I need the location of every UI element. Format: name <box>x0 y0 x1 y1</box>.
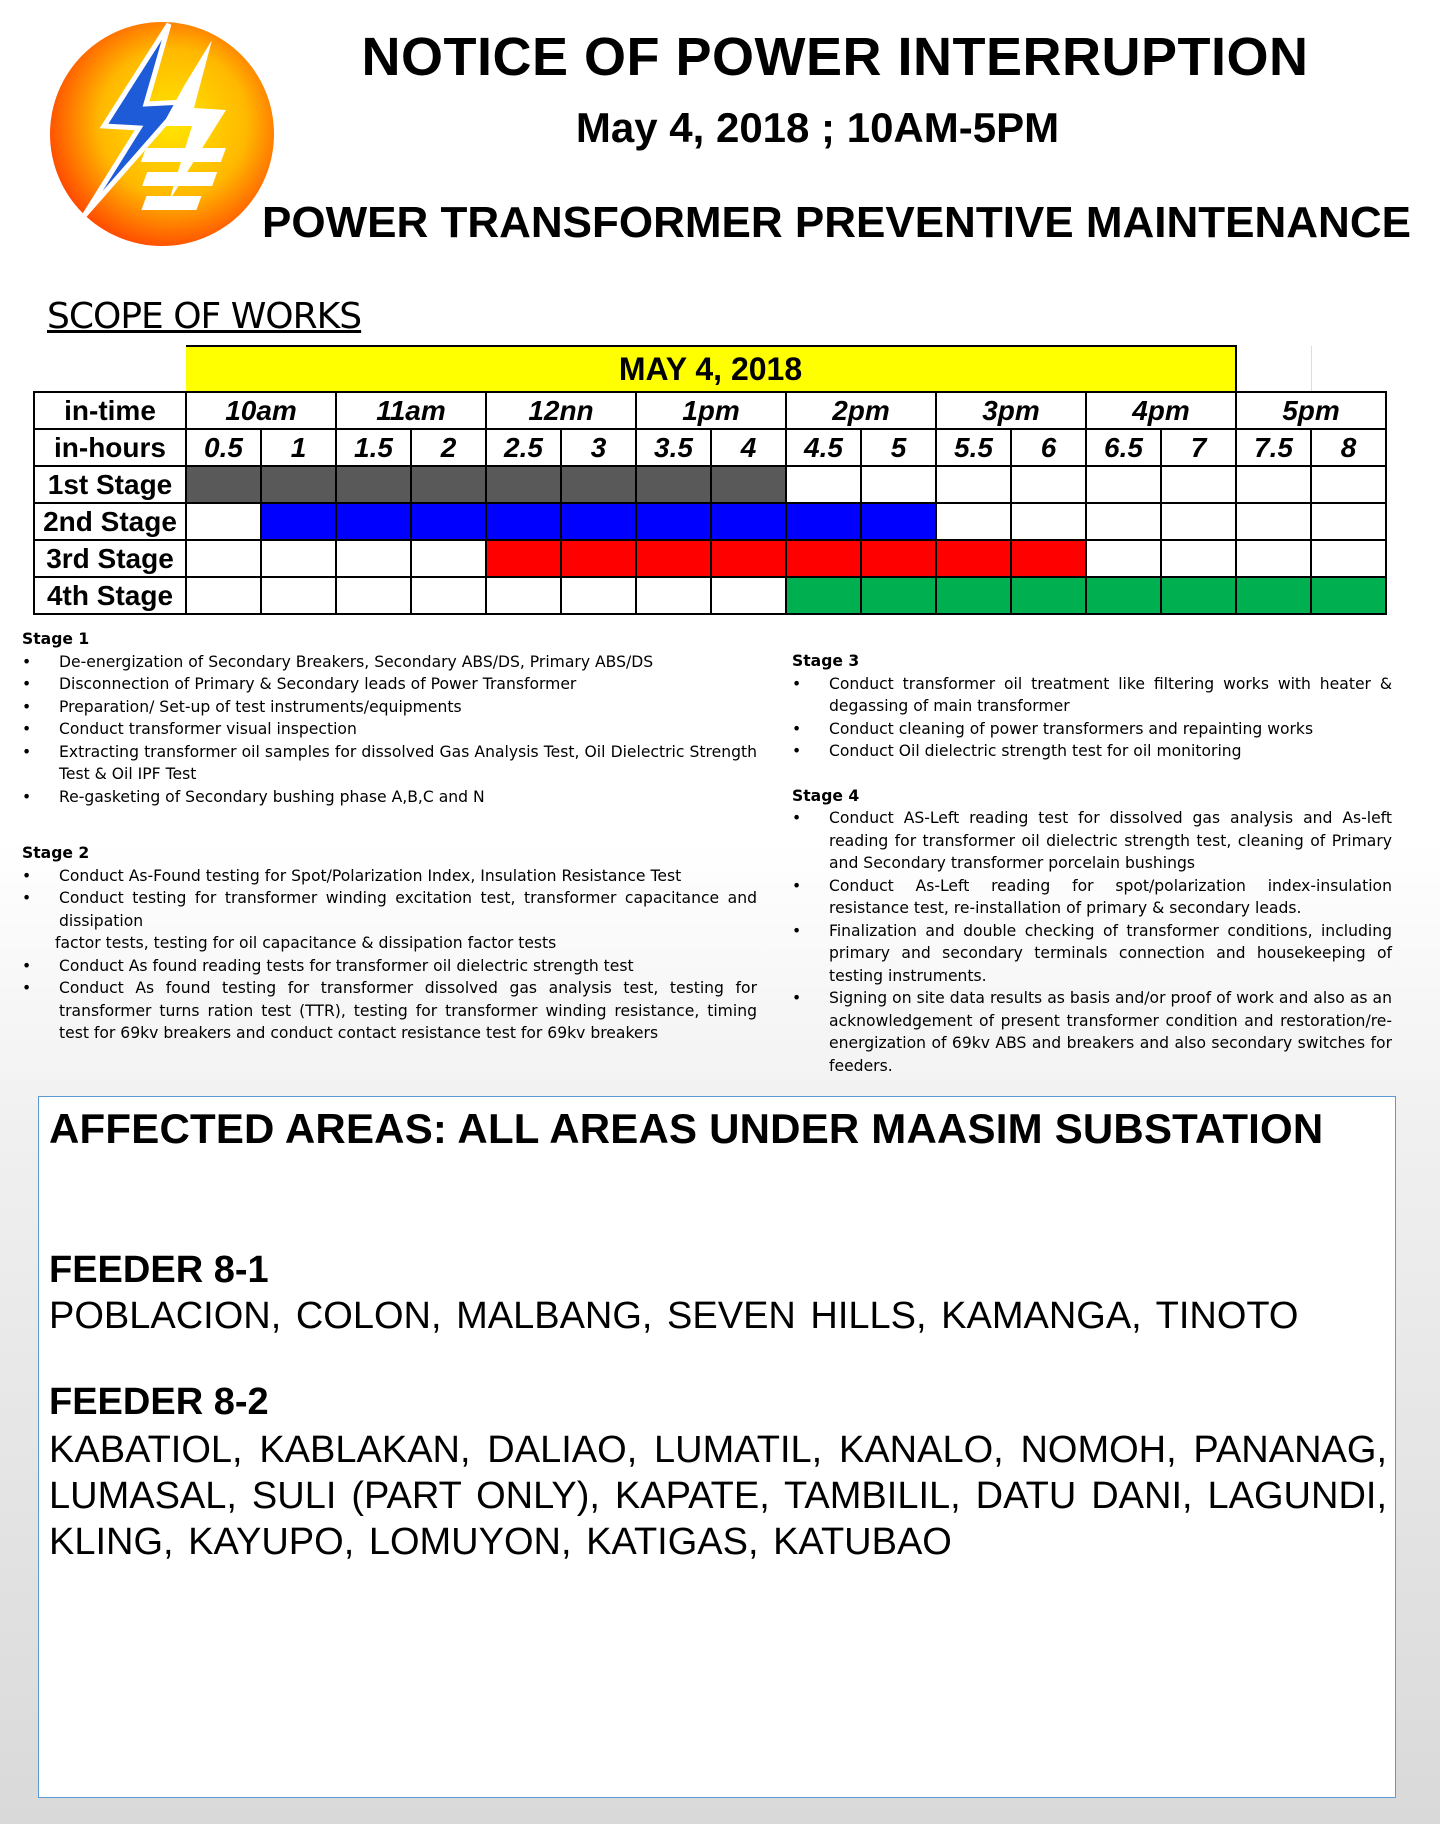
stage-empty-cell <box>561 577 636 614</box>
feeder-8-2-areas: KABATIOL, KABLAKAN, DALIAO, LUMATIL, KANALO, NOMOH, PANANAG, LUMASAL, SULI (PART ONLY), KAPATE, TAMBILIL, DATU DANI, LAGUNDI, KLING, KAYUPO, LOMUYON, KATIGAS, KATUBAO <box>49 1429 1387 1563</box>
stage-row <box>34 577 1386 614</box>
stage-active-cell <box>486 466 561 503</box>
notice-title: NOTICE OF POWER INTERRUPTION <box>361 27 1309 87</box>
stage-active-cell <box>336 466 411 503</box>
stage2-list <box>22 865 757 933</box>
stage4-item: • Finalization and double checking of transformer conditions, including primary and secondary terminals connection and housekeeping of testing instruments. <box>792 920 1392 988</box>
stage3-item: • Conduct cleaning of power transformers and repainting works <box>792 718 1392 741</box>
stage-active-cell <box>486 503 561 540</box>
stages-right-column <box>792 650 1392 1077</box>
hour-header-cell: 1 <box>261 429 336 466</box>
stage-active-cell <box>786 503 861 540</box>
stage-active-cell <box>786 540 861 577</box>
stage-empty-cell <box>411 540 486 577</box>
stage-active-cell <box>636 503 711 540</box>
stage-empty-cell <box>186 503 261 540</box>
scope-heading: SCOPE OF WORKS <box>47 296 362 337</box>
stage-empty-cell <box>936 466 1011 503</box>
stage-active-cell <box>336 503 411 540</box>
stage2-item: • Conduct testing for transformer winding excitation test, transformer capacitance and dissipation <box>22 887 757 932</box>
hour-header-cell: 6 <box>1011 429 1086 466</box>
hour-header-cell: 7 <box>1161 429 1236 466</box>
stage1-title: Stage 1 <box>22 630 90 648</box>
stage-active-cell <box>711 503 786 540</box>
stage-active-cell <box>936 577 1011 614</box>
time-header-cell: 2pm <box>786 392 936 429</box>
feeder-8-1-areas: POBLACION, COLON, MALBANG, SEVEN HILLS, KAMANGA, TINOTO <box>49 1295 1299 1337</box>
stage3-list <box>792 673 1392 763</box>
hour-header-cell: 3 <box>561 429 636 466</box>
stage-active-cell <box>1161 577 1236 614</box>
stage1-item: • Disconnection of Primary & Secondary leads of Power Transformer <box>22 673 757 696</box>
stage-empty-cell <box>186 540 261 577</box>
stage2-item-continuation: factor tests, testing for oil capacitance & dissipation factor tests <box>55 934 557 952</box>
time-header-cell: 4pm <box>1086 392 1236 429</box>
in-hours-label: in-hours <box>34 429 186 466</box>
time-header-cell: 1pm <box>636 392 786 429</box>
stage3-item: • Conduct Oil dielectric strength test for oil monitoring <box>792 740 1392 763</box>
stage4-item: • Signing on site data results as basis and/or proof of work and also as an acknowledgement of present transformer condition and restoration/re-energization of 69kv ABS and breakers and also secondary switches for feeders. <box>792 987 1392 1077</box>
stage-active-cell <box>411 466 486 503</box>
stage-active-cell <box>1086 577 1161 614</box>
hour-header-cell: 3.5 <box>636 429 711 466</box>
hour-header-cell: 5 <box>861 429 936 466</box>
schedule-table <box>33 345 1387 615</box>
stage-empty-cell <box>1311 466 1386 503</box>
stage-empty-cell <box>486 577 561 614</box>
stage1-item: • Extracting transformer oil samples for dissolved Gas Analysis Test, Oil Dielectric Strength Test & Oil IPF Test <box>22 741 757 786</box>
affected-areas-box <box>38 1096 1396 1798</box>
stage-empty-cell <box>1161 503 1236 540</box>
stage-empty-cell <box>261 577 336 614</box>
stage-active-cell <box>636 466 711 503</box>
stage-active-cell <box>636 540 711 577</box>
hour-header-cell: 2 <box>411 429 486 466</box>
stage-active-cell <box>261 503 336 540</box>
stage2-item: • Conduct As found testing for transformer dissolved gas analysis test, testing for transformer turns ration test (TTR), testing for transformer winding resistance, timing test for 69kv breakers and conduct contact resistance test for 69kv breakers <box>22 977 757 1045</box>
stage-empty-cell <box>936 503 1011 540</box>
stage-active-cell <box>486 540 561 577</box>
time-header-cell: 3pm <box>936 392 1086 429</box>
time-header-cell: 5pm <box>1236 392 1386 429</box>
stage-empty-cell <box>861 466 936 503</box>
hour-header-cell: 4 <box>711 429 786 466</box>
stage1-item: • Preparation/ Set-up of test instruments/equipments <box>22 696 757 719</box>
stage-active-cell <box>711 466 786 503</box>
hour-header-cell: 2.5 <box>486 429 561 466</box>
in-time-label: in-time <box>34 392 186 429</box>
stage1-item: • De-energization of Secondary Breakers, Secondary ABS/DS, Primary ABS/DS <box>22 651 757 674</box>
time-header-cell: 12nn <box>486 392 636 429</box>
stage-empty-cell <box>1311 540 1386 577</box>
stage-active-cell <box>1011 577 1086 614</box>
stage2-title: Stage 2 <box>22 844 90 862</box>
stage-empty-cell <box>1236 503 1311 540</box>
stage-active-cell <box>411 503 486 540</box>
stage-empty-cell <box>711 577 786 614</box>
feeder-8-1-title: FEEDER 8-1 <box>49 1249 269 1291</box>
stage-label: 3rd Stage <box>34 540 186 577</box>
stage2-item: • Conduct As-Found testing for Spot/Polarization Index, Insulation Resistance Test <box>22 865 757 888</box>
stage-active-cell <box>1236 577 1311 614</box>
stage2-item: • Conduct As found reading tests for transformer oil dielectric strength test <box>22 955 757 978</box>
stage-empty-cell <box>336 577 411 614</box>
hour-header-cell: 6.5 <box>1086 429 1161 466</box>
hour-header-cell: 8 <box>1311 429 1386 466</box>
stage-active-cell <box>561 466 636 503</box>
maintenance-subtitle: POWER TRANSFORMER PREVENTIVE MAINTENANCE <box>262 198 1411 247</box>
stage-empty-cell <box>1011 503 1086 540</box>
time-header-cell: 11am <box>336 392 486 429</box>
schedule-date: MAY 4, 2018 <box>186 346 1236 392</box>
stages-left-column <box>22 628 757 1045</box>
hour-header-cell: 5.5 <box>936 429 1011 466</box>
stage-active-cell <box>1311 577 1386 614</box>
date-time: May 4, 2018 ; 10AM-5PM <box>575 104 1060 151</box>
stage-empty-cell <box>1086 466 1161 503</box>
stage1-item: • Re-gasketing of Secondary bushing phase A,B,C and N <box>22 786 757 809</box>
stage-empty-cell <box>1086 540 1161 577</box>
stage-empty-cell <box>186 577 261 614</box>
stage-empty-cell <box>1011 466 1086 503</box>
stage-active-cell <box>561 503 636 540</box>
feeder-8-2-title: FEEDER 8-2 <box>49 1381 269 1423</box>
hour-header-cell: 7.5 <box>1236 429 1311 466</box>
stage-empty-cell <box>1161 540 1236 577</box>
hour-header-cell: 4.5 <box>786 429 861 466</box>
stage-active-cell <box>186 466 261 503</box>
hour-header-cell: 0.5 <box>186 429 261 466</box>
stage4-item: • Conduct As-Left reading for spot/polarization index-insulation resistance test, re-installation of primary & secondary leads. <box>792 875 1392 920</box>
stage-empty-cell <box>411 577 486 614</box>
stage-active-cell <box>1011 540 1086 577</box>
stage3-item: • Conduct transformer oil treatment like filtering works with heater & degassing of main transformer <box>792 673 1392 718</box>
stage-active-cell <box>561 540 636 577</box>
stage4-title: Stage 4 <box>792 786 860 805</box>
stage-row <box>34 540 1386 577</box>
stage-label: 1st Stage <box>34 466 186 503</box>
hour-header-cell: 1.5 <box>336 429 411 466</box>
stage4-list <box>792 807 1392 1077</box>
power-company-logo <box>44 16 284 246</box>
stage-active-cell <box>936 540 1011 577</box>
stage-empty-cell <box>786 466 861 503</box>
stage-active-cell <box>261 466 336 503</box>
stage-active-cell <box>711 540 786 577</box>
stage3-title: Stage 3 <box>792 652 860 670</box>
stage1-list <box>22 651 757 809</box>
stage1-item: • Conduct transformer visual inspection <box>22 718 757 741</box>
stage-active-cell <box>861 503 936 540</box>
stage-label: 4th Stage <box>34 577 186 614</box>
stage-empty-cell <box>261 540 336 577</box>
stage-empty-cell <box>1086 503 1161 540</box>
stage-active-cell <box>861 540 936 577</box>
stage2-list-continued <box>22 955 757 1045</box>
stage-empty-cell <box>1161 466 1236 503</box>
stage-label: 2nd Stage <box>34 503 186 540</box>
stage-empty-cell <box>636 577 711 614</box>
stage-row <box>34 466 1386 503</box>
affected-areas-title: AFFECTED AREAS: ALL AREAS UNDER MAASIM SUBSTATION <box>49 1105 1324 1152</box>
stage4-item: • Conduct AS-Left reading test for dissolved gas analysis and As-left reading for transformer oil dielectric strength test, cleaning of Primary and Secondary transformer porcelain bushings <box>792 807 1392 875</box>
stage-active-cell <box>861 577 936 614</box>
stage-empty-cell <box>1236 466 1311 503</box>
time-header-cell: 10am <box>186 392 336 429</box>
stage-row <box>34 503 1386 540</box>
stage-empty-cell <box>1236 540 1311 577</box>
stage-empty-cell <box>1311 503 1386 540</box>
stage-empty-cell <box>336 540 411 577</box>
stage-active-cell <box>786 577 861 614</box>
